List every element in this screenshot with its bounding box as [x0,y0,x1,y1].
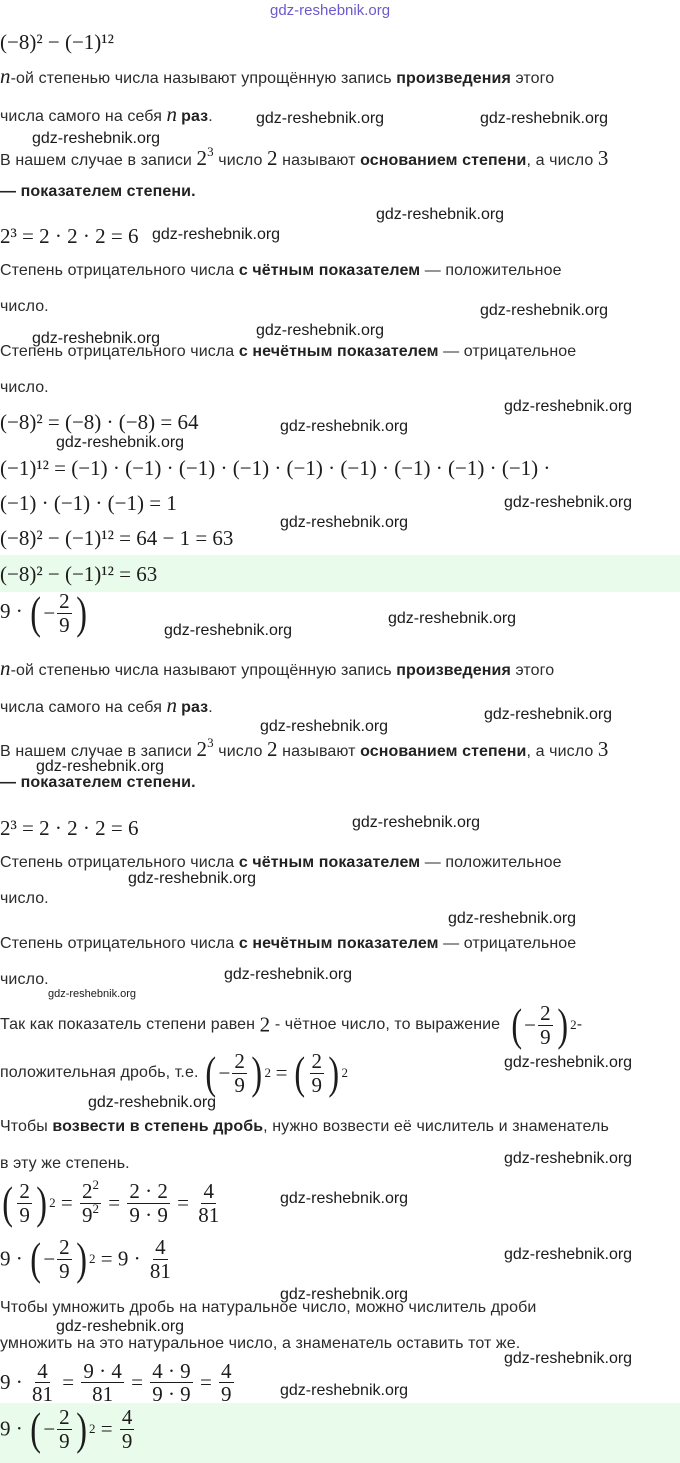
watermark: gdz-reshebnik.org [32,330,161,347]
theory-text: В нашем случае в записи [0,152,197,169]
calc-line-4: (−8)² − (−1)¹² = 64 − 1 = 63 [0,526,234,550]
positive-frac-line: положительная дробь, т.е. ( − $\frac{2}{9}$ ) 2 = ( $\frac{2}{9}$ ) 2 [0,1047,349,1098]
theory2-base: В нашем случае в записи $2^3$ число 2 называют основанием степени, а число 3 [0,735,609,761]
theory-n-power-2: числа самого на себя n раз. [0,102,213,126]
example-power: 2³ = 2 · 2 · 2 = 6 [0,224,139,248]
watermark: gdz-reshebnik.org [164,622,293,639]
multiply-rule-2: умножить на это натуральное число, а знаменатель оставить тот же. [0,1335,521,1352]
watermark: gdz-reshebnik.org [56,1318,185,1335]
theory-text: этого [510,70,555,87]
calc-multiply: 9 · $\frac{4}{81}$ = $\frac{9 \cdot 4}{81}$ = $\frac{4 \cdot 9}{9 \cdot 9}$ = $\frac{4}{9}$ [0,1360,232,1402]
watermark: gdz-reshebnik.org [88,1094,217,1111]
theory-text: Степень отрицательного числа [0,343,239,360]
watermark: gdz-reshebnik.org [280,1286,409,1303]
theory-text: числа самого на себя [0,108,167,125]
symbol-n: n [0,64,11,88]
theory-neg-even-2: число. [0,298,49,315]
raise-fraction-2: в эту же степень. [0,1155,130,1172]
math-three: 3 [597,146,609,170]
watermark: gdz-reshebnik.org [256,110,385,127]
watermark: gdz-reshebnik.org [504,398,633,415]
watermark: gdz-reshebnik.org [388,610,517,627]
theory2-neg-odd-2: число. [0,971,49,988]
calc-line-2: (−1)¹² = (−1) · (−1) · (−1) · (−1) · (−1) · (−1) · (−1) · (−1) · (−1) · [0,456,551,480]
theory-text: число [213,152,268,169]
symbol-n: n [166,102,178,126]
symbol-n: n [0,656,11,680]
answer-2: 9 · ( − $\frac{2}{9}$ ) 2 = $\frac{4}{9}$ [0,1403,133,1454]
watermark: gdz-reshebnik.org [484,706,613,723]
watermark: gdz-reshebnik.org [504,1054,633,1071]
raise-fraction-1: Чтобы возвести в степень дробь, нужно возвести её числитель и знаменатель [0,1118,609,1135]
watermark: gdz-reshebnik.org [280,418,409,435]
theory2-n-power-1: n-ой степенью числа называют упрощённую запись произведения этого [0,656,555,680]
theory-text: — отрицательное [438,343,577,360]
theory-exponent: — показателем степени. [0,183,196,200]
watermark: gdz-reshebnik.org [48,988,137,1000]
watermark: gdz-reshebnik.org [504,1350,633,1367]
watermark: gdz-reshebnik.org [152,226,281,243]
watermark: gdz-reshebnik.org [56,434,185,451]
watermark: gdz-reshebnik.org [504,1246,633,1263]
bold-term: — показателем степени [0,183,192,200]
theory2-n-power-2: числа самого на себя n раз. [0,693,213,717]
calc-line-3: (−1) · (−1) · (−1) = 1 [0,491,177,515]
bold-term: раз [181,108,209,125]
watermark: gdz-reshebnik.org [280,1382,409,1399]
task-title-2: 9 · ( − $\frac{2}{9}$ ) [0,587,87,638]
watermark: gdz-reshebnik.org [260,718,389,735]
watermark: gdz-reshebnik.org [280,1190,409,1207]
theory-text: — положительное [420,262,562,279]
watermark: gdz-reshebnik.org [128,870,257,887]
watermark: gdz-reshebnik.org [448,910,577,927]
theory-text: Степень отрицательного числа [0,262,239,279]
multiply-rule-1: Чтобы умножить дробь на натуральное число, можно числитель дроби [0,1299,537,1316]
theory-text: называют [277,152,361,169]
watermark: gdz-reshebnik.org [480,302,609,319]
theory-base [0,146,608,171]
bold-term: произведения [396,70,511,87]
theory-text: -ой степенью числа называют упрощённую запись [10,70,397,87]
theory2-neg-even: Степень отрицательного числа с чётным показателем — положительное [0,854,562,871]
calc-fraction-square: ( $\frac{2}{9}$ ) 2 = $\frac{2^2}{9^2}$ = $\frac{2 \cdot 2}{9 \cdot 9}$ = $\frac{4}{81}$ [2,1177,220,1228]
theory2-neg-even-2: число. [0,890,49,907]
answer-1: (−8)² − (−1)¹² = 63 [0,562,158,586]
watermark: gdz-reshebnik.org [32,130,161,147]
watermark: gdz-reshebnik.org [224,966,353,983]
task-title-1: (−8)² − (−1)¹² [0,30,114,54]
calc-line-1: (−8)² = (−8) · (−8) = 64 [0,410,199,434]
theory-text: , а число [526,152,598,169]
theory2-exponent: — показателем степени. [0,774,196,791]
watermark: gdz-reshebnik.org [280,514,409,531]
watermark: gdz-reshebnik.org [256,322,385,339]
watermark: gdz-reshebnik.org [36,758,165,775]
bold-term: с нечётным показателем [238,343,439,360]
calc-substitute: 9 · ( − $\frac{2}{9}$ ) 2 = 9 · $\frac{4}{81}$ [0,1233,171,1284]
watermark: gdz-reshebnik.org [504,1150,633,1167]
theory-neg-odd-2: число. [0,379,49,396]
math-two: $2^3$ [196,144,214,170]
example-power-2: 2³ = 2 · 2 · 2 = 6 [0,816,139,840]
watermark-top: gdz-reshebnik.org [270,2,391,19]
theory-n-power-1 [0,64,554,89]
watermark: gdz-reshebnik.org [376,206,505,223]
theory-neg-even [0,262,562,280]
watermark: gdz-reshebnik.org [352,814,481,831]
since-even-line: Так как показатель степени равен 2 - чётное число, то выражение ( − $\frac{2}{9}$ ) 2 - [0,999,583,1050]
bold-term: с чётным показателем [238,262,421,279]
math-two: 2 [267,146,278,170]
bold-term: основанием степени [360,152,527,169]
theory2-neg-odd: Степень отрицательного числа с нечётным показателем — отрицательное [0,935,577,952]
watermark: gdz-reshebnik.org [504,494,633,511]
watermark: gdz-reshebnik.org [480,110,609,127]
